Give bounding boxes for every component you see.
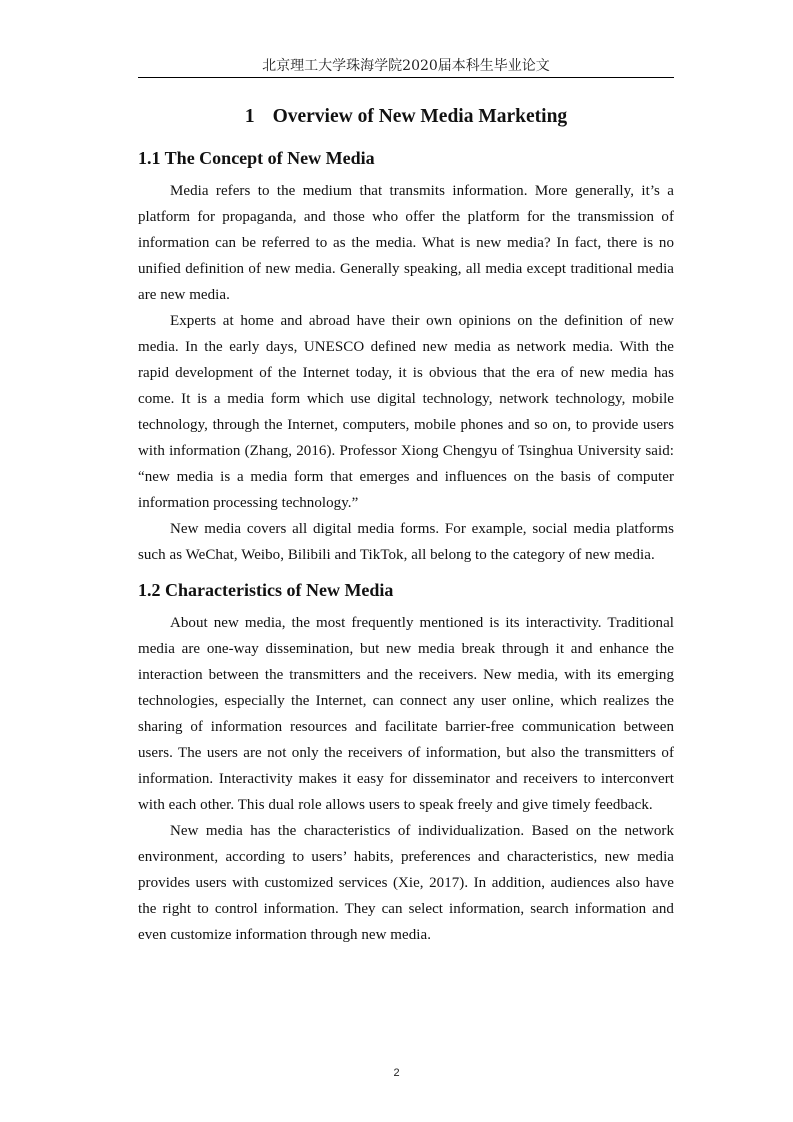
section-spacer — [138, 568, 674, 578]
chapter-title-text: Overview of New Media Marketing — [272, 106, 568, 127]
paragraph: Media refers to the medium that transmits information. More generally, it’s a platform for propaganda, and those who offer the platform for the transmission of information can be referred to as the media. What is new media? In fact, there is no unified definition of new media. Generally speaking, all media except traditional media are new media. — [138, 183, 674, 303]
chapter-number: 1 — [244, 106, 255, 127]
paragraph: New media has the characteristics of individualization. Based on the network environment, according to users’ habits, preferences and characteristics, new media provides users with customized services (Xie, 2017). In addition, audiences also have the right to control information. They can select information, search information and even customize information through new media. — [138, 823, 674, 943]
paragraph: About new media, the most frequently mentioned is its interactivity. Traditional media are one-way dissemination, but new media break through it and enhance the interaction between the transmitters and the receivers. New media, with its emerging technologies, especially the Internet, can connect any user online, which realizes the sharing of information resources and facilitate barrier-free communication between users. The users are not only the receivers of information, but also the transmitters of information. Interactivity makes it easy for disseminator and receivers to interconvert with each other. This dual role allows users to speak freely and give timely feedback. — [138, 615, 674, 813]
page-body — [138, 104, 674, 948]
header-rule — [138, 77, 674, 78]
section-title-1-1: 1.1 The Concept of New Media — [138, 148, 375, 168]
section-title-1-2: 1.2 Characteristics of New Media — [138, 580, 394, 600]
paragraph: New media covers all digital media forms. For example, social media platforms such as WeChat, Weibo, Bilibili and TikTok, all belong to the category of new media. — [138, 521, 674, 563]
page-number: 2 — [393, 1067, 400, 1079]
chapter-title — [138, 104, 674, 130]
running-header: 北京理工大学珠海学院2020届本科生毕业论文 — [262, 58, 550, 74]
paragraph: Experts at home and abroad have their own opinions on the definition of new media. In the early days, UNESCO defined new media as network media. With the rapid development of the Internet today, it is obvious that the era of new media has come. It is a media form which use digital technology, network technology, mobile technology, through the Internet, computers, mobile phones and so on, to provide users with information (Zhang, 2016). Professor Xiong Chengyu of Tsinghua University said: “new media is a media form that emerges and influences on the basis of computer information processing technology.” — [138, 313, 674, 511]
